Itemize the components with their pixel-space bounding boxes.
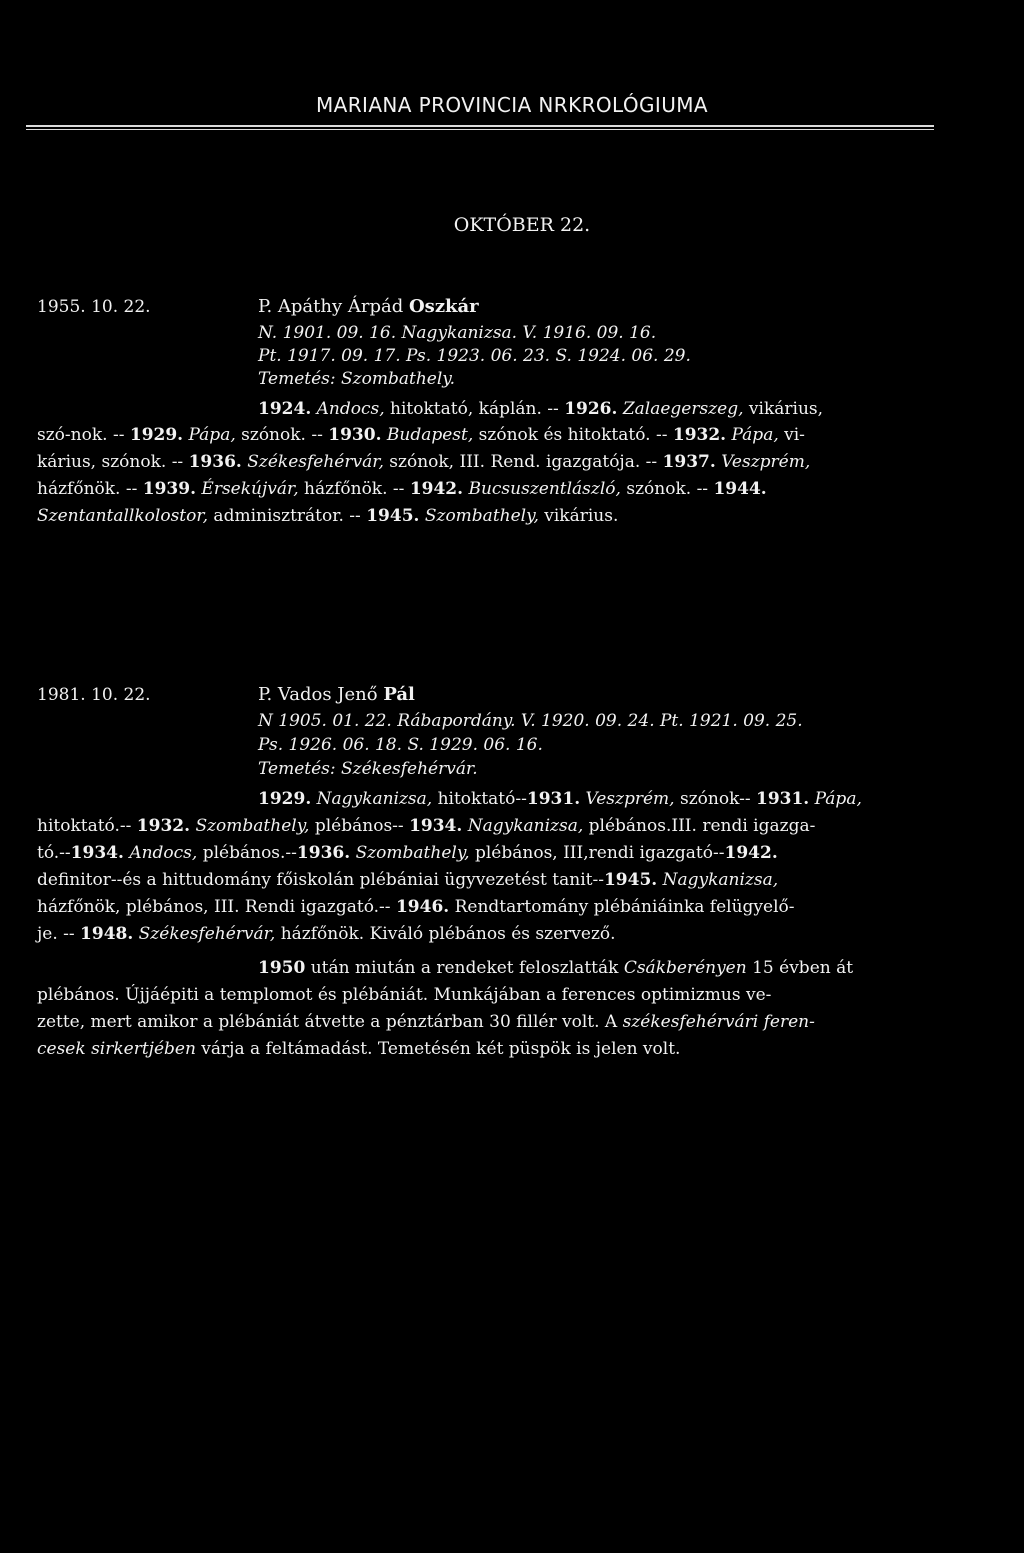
closing-line: plébános. Újjáépiti a templomot és plébániát. Munkájában a ferences optimizmus ve- [37,985,772,1005]
entry-name [258,296,479,317]
career-line: 1929. Nagykanizsa, hitoktató--1931. Veszprém, szónok-- 1931. Pápa, [258,789,862,809]
career-line: tó.--1934. Andocs, plébános.--1936. Szombathely, plébános, III,rendi igazgató--1942. [37,843,778,863]
closing-line: zette, mert amikor a plébániát átvette a pénztárban 30 fillér volt. A székesfehérvári feren- [37,1012,815,1032]
career-line: Szentantallkolostor, adminisztrátor. -- 1945. Szombathely, vikárius. [37,506,619,526]
name-bold: Oszkár [409,296,479,317]
date-heading: OKTÓBER 22. [453,214,591,236]
vows-line: Ps. 1926. 06. 18. S. 1929. 06. 16. [258,735,543,755]
birth-line: N 1905. 01. 22. Rábapordány. V. 1920. 09. 24. Pt. 1921. 09. 25. [258,711,803,731]
career-line: házfőnök, plébános, III. Rendi igazgató.-- 1946. Rendtartomány plébániáinka felügyelő- [37,897,795,917]
header-rule [26,125,934,127]
name-prefix: P. Apáthy Árpád [258,296,404,317]
career-line: 1924. Andocs, hitoktató, káplán. -- 1926. Zalaegerszeg, vikárius, [258,399,824,419]
career-line: szó-nok. -- 1929. Pápa, szónok. -- 1930. Budapest, szónok és hitoktató. -- 1932. Pápa, vi- [37,425,805,445]
entry-date: 1955. 10. 22. [37,297,151,317]
header-rule-thin [26,129,934,130]
burial-line: Temetés: Szombathely. [258,369,456,389]
birth-line: N. 1901. 09. 16. Nagykanizsa. V. 1916. 09. 16. [258,323,657,343]
vows-line: Pt. 1917. 09. 17. Ps. 1923. 06. 23. S. 1924. 06. 29. [258,346,691,366]
career-line: kárius, szónok. -- 1936. Székesfehérvár, szónok, III. Rend. igazgatója. -- 1937. Veszprém, [37,452,811,472]
entry-name [258,684,415,705]
running-head: MARIANA PROVINCIA NRKROLÓGIUMA [316,93,708,117]
entry-date: 1981. 10. 22. [37,685,151,705]
burial-line: Temetés: Székesfehérvár. [258,759,478,779]
closing-line: cesek sirkertjében várja a feltámadást. Temetésén két püspök is jelen volt. [37,1039,681,1059]
closing-line: 1950 után miután a rendeket feloszlatták Csákberényen 15 évben át [258,958,854,978]
name-prefix: P. Vados Jenő [258,684,378,705]
career-line: házfőnök. -- 1939. Érsekújvár, házfőnök. -- 1942. Bucsuszentlászló, szónok. -- 1944. [37,479,767,499]
career-line: definitor--és a hittudomány főiskolán plébániai ügyvezetést tanit--1945. Nagykanizsa, [37,870,779,890]
career-line: je. -- 1948. Székesfehérvár, házfőnök. Kiváló plébános és szervező. [37,924,616,944]
career-line: hitoktató.-- 1932. Szombathely, plébános-- 1934. Nagykanizsa, plébános.III. rendi igazga- [37,816,816,836]
name-bold: Pál [383,684,415,705]
